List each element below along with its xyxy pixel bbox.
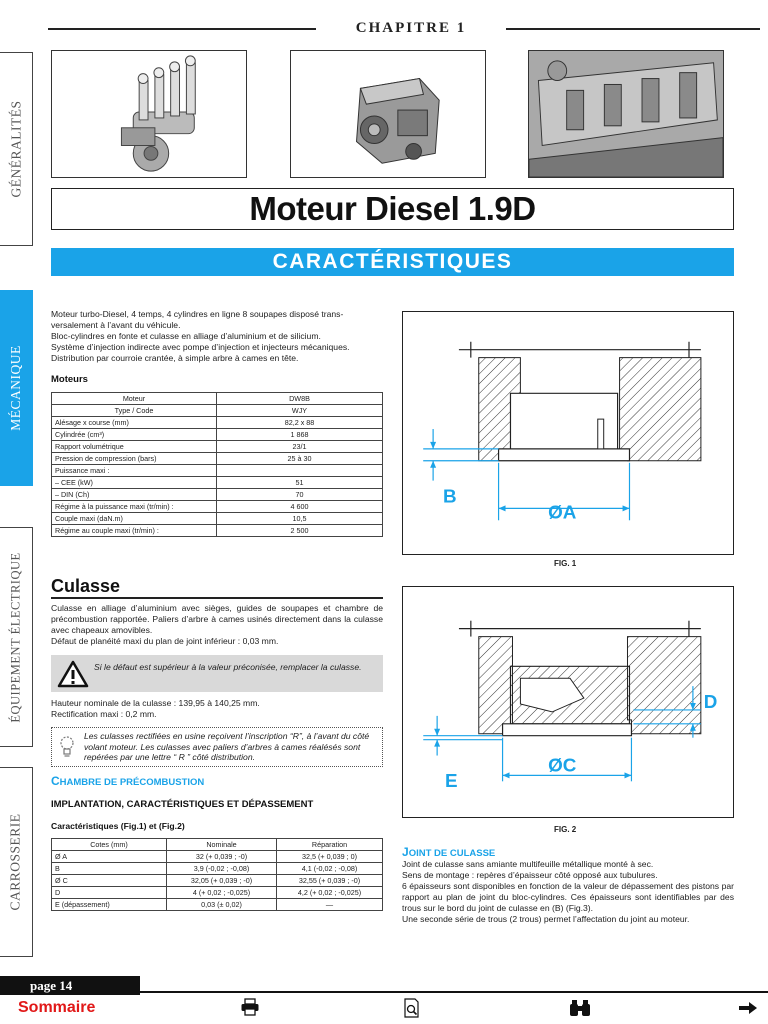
table-row: Cotes (mm) Nominale Réparation (52, 839, 383, 851)
chapter-title: CHAPITRE 1 (355, 20, 467, 36)
chapter-header (48, 18, 760, 40)
fig2-label-c: ØC (548, 754, 577, 776)
title-box (51, 188, 734, 230)
intro-paragraph: Moteur turbo-Diesel, 4 temps, 4 cylindres en ligne 8 soupapes disposé trans- versalement à l’avant du véhicule. Bloc-cylindres en fonte et culasse en alliage d’aluminium et de silicium. Système d’injection indirecte avec pompe d’injection et injecteurs mécaniques. Distribution par courroie crantée, à simple arbre à cames en tête. (51, 309, 350, 363)
warning-icon (57, 660, 89, 688)
table-row: Puissance maxi : (52, 465, 383, 477)
note-text: Les culasses rectifiées en usine reçoivent l’inscription “R”, à l’avant du côté volant moteur. Les culasses avec paliers d’arbres à cames réalésés sont repérées par une lettre “ R ” côté distribution. (84, 731, 370, 762)
chambre-heading: CHAMBRE DE PRÉCOMBUSTION (51, 774, 205, 788)
table-row: B 3,9 (-0,02 ; -0,08) 4,1 (-0,02 ; -0,08) (52, 863, 383, 875)
culasse-heading: Culasse (51, 576, 121, 596)
culasse-paragraph: Culasse en alliage d’aluminium avec sièges, guides de soupapes et chambre de précombustion rapportée. Paliers d’arbre à cames usinés directement dans la culasse avec chapeaux amovibles. Défaut de planéité maxi du plan de joint inférieur : 0,03 mm. (51, 603, 383, 646)
section-band-label: CARACTÉRISTIQUES (272, 250, 513, 273)
chambre-table (51, 838, 383, 911)
engine-detail-photo (528, 50, 724, 178)
binoculars-icon[interactable] (569, 999, 591, 1017)
table-row: Ø A 32 (+ 0,039 ; -0) 32,5 (+ 0,039 ; 0) (52, 851, 383, 863)
chapter-rule-left (48, 28, 316, 30)
tab-generalites[interactable]: GÉNÉRALITÉS (0, 52, 33, 246)
table-row: Cylindrée (cm³) 1 868 (52, 429, 383, 441)
lightbulb-icon (58, 734, 76, 760)
sommaire-link[interactable]: Sommaire (18, 999, 96, 1016)
warning-box (51, 655, 383, 692)
section-band (51, 248, 734, 276)
table-row: Régime à la puissance maxi (tr/min) : 4 600 (52, 501, 383, 513)
chambre-subheading: IMPLANTATION, CARACTÉRISTIQUES ET DÉPASSEMENT (51, 799, 314, 810)
fig2-label-d: D (703, 690, 718, 712)
table-row: Couple maxi (daN.m) 10,5 (52, 513, 383, 525)
figure-1-caption: FIG. 1 (554, 559, 577, 568)
tab-mecanique[interactable]: MÉCANIQUE (0, 290, 33, 486)
table-row: Rapport volumétrique 23/1 (52, 441, 383, 453)
arrow-right-icon[interactable] (738, 1001, 758, 1015)
note-box (51, 727, 383, 767)
fig2-label-e: E (445, 770, 458, 792)
footer-rule (140, 991, 768, 993)
table-row: – DIN (Ch) 70 (52, 489, 383, 501)
fig1-label-b: B (443, 485, 457, 507)
table-row: E (dépassement) 0,03 (± 0,02) — (52, 899, 383, 911)
tab-equipement-electrique[interactable]: ÉQUIPEMENT ÉLECTRIQUE (0, 527, 33, 747)
table-row: Type / Code WJY (52, 405, 383, 417)
culasse-heading-rule (51, 597, 383, 599)
document-search-icon[interactable] (403, 998, 421, 1018)
page-title: Moteur Diesel 1.9D (249, 190, 536, 227)
moteurs-table (51, 392, 383, 537)
figure-2-caption: FIG. 2 (554, 825, 577, 834)
tab-carrosserie[interactable]: CARROSSERIE (0, 767, 33, 957)
figure-1 (402, 311, 734, 555)
table-row: Alésage x course (mm) 82,2 x 88 (52, 417, 383, 429)
caracteristiques-label: Caractéristiques (Fig.1) et (Fig.2) (51, 821, 185, 831)
table-row: – CEE (kW) 51 (52, 477, 383, 489)
table-row: D 4 (+ 0,02 ; -0,025) 4,2 (+ 0,02 ; -0,025) (52, 887, 383, 899)
fig1-label-a: ØA (548, 501, 577, 523)
printer-icon[interactable] (240, 998, 260, 1016)
joint-paragraph: Joint de culasse sans amiante multifeuille métallique monté à sec. Sens de montage : repères d’épaisseur côté opposé aux tubulures. 6 épaisseurs sont disponibles en fonction de la valeur de dépassement des pistons par rapport au plan de joint du bloc-cylindres. Ces épaisseurs sont identifiables par des trous sur le bord du joint de culasse en (B) (Fig.3). Une seconde série de trous (2 trous) permet l’affectation du joint au moteur. (402, 859, 734, 924)
culasse-height-paragraph: Hauteur nominale de la culasse : 139,95 à 140,25 mm. Rectification maxi : 0,2 mm. (51, 698, 260, 719)
joint-heading: JOINT DE CULASSE (402, 845, 496, 859)
table-row: Moteur DW8B (52, 393, 383, 405)
page-number: page 14 (0, 976, 140, 995)
engine-block-photo (290, 50, 486, 178)
warning-text: Si le défaut est supérieur à la valeur préconisée, remplacer la culasse. (94, 662, 362, 672)
injection-pump-photo (51, 50, 247, 178)
chapter-rule-right (506, 28, 760, 30)
table-row: Ø C 32,05 (+ 0,039 ; -0) 32,55 (+ 0,039 ; -0) (52, 875, 383, 887)
figure-2 (402, 586, 734, 818)
moteurs-label: Moteurs (51, 374, 88, 385)
table-row: Pression de compression (bars) 25 à 30 (52, 453, 383, 465)
table-row: Régime au couple maxi (tr/min) : 2 500 (52, 525, 383, 537)
